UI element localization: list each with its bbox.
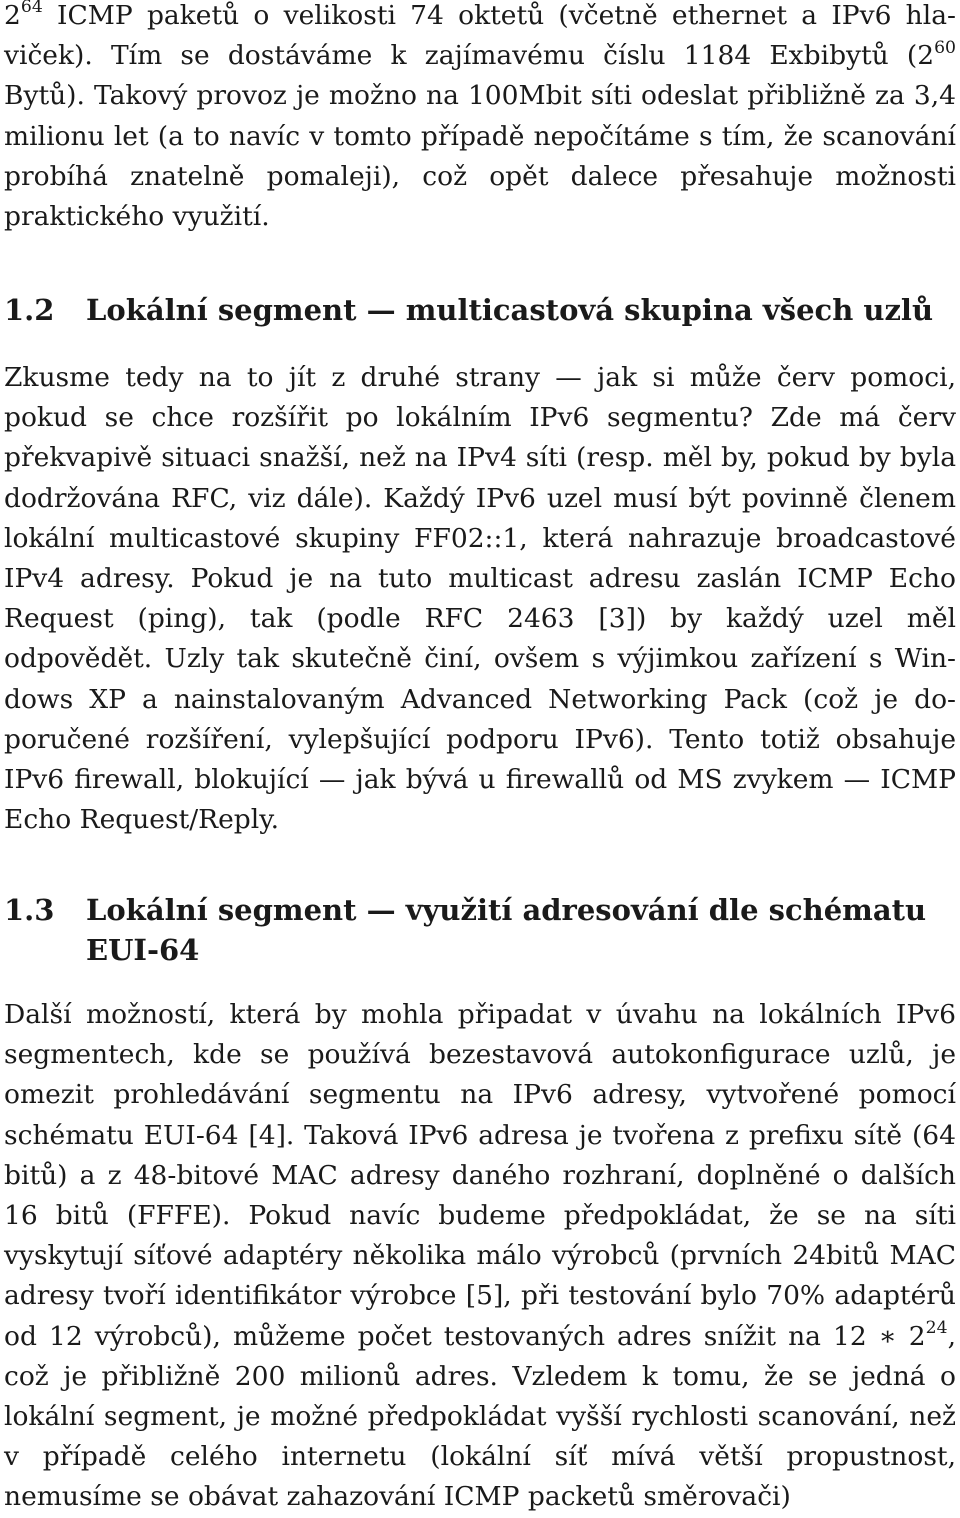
- intro-exponent-2: 60: [934, 37, 956, 58]
- section-1-2-paragraph: Zkusme tedy na to jít z druhé strany — jak si může červ pomoci, pokud se chce rozšířit po lokálním IPv6 segmentu? Zde má červ překvapivě situaci snažší, než na IPv4 síti (resp. měl by, pokud by byla dodržována RFC, viz dále). Každý IPv6 uzel musí být povinně členem lokální multicastové skupiny FF02::1, která nahrazuje broadcastové IPv4 adresy. Pokud je na tuto multicast adresu zaslán ICMP Echo Request (ping), tak (podle RFC 2463 [3]) by každý uzel měl odpovědět. Uzly tak skutečně činí, ovšem s výjimkou zařízení s Windows XP a nainstalovaným Advanced Networking Pack (což je doporučené rozšíření, vylepšující podporu IPv6). Tento totiž obsahuje IPv6 firewall, blokující — jak bývá u firewallů od MS zvykem — ICMP Echo Request/Reply.: [4, 362, 956, 836]
- section-title: Lokální segment — využití adresování dle schématu EUI-64: [86, 893, 927, 967]
- section-heading-1-3: [4, 890, 956, 970]
- section-title: Lokální segment — multicastová skupina všech uzlů: [86, 293, 934, 327]
- section-1-3-text-2: , což je přibližně 200 milionů adres. Vzledem k tomu, že se jedná o lokální segment, je možné předpokládat vyšší rychlosti scanování, než v případě celého internetu (lokální síť mívá větší propustnost, nemusíme se obávat zahazování ICMP packetů směrovači): [4, 1320, 956, 1513]
- intro-text-3: Bytů). Takový provoz je možno na 100Mbit síti odeslat přibližně za 3,4 milionu let (a to navíc v tomto případě nepočítáme s tím, že scanování probíhá znatelně pomaleji), což opět dalece přesahuje možnosti praktického využití.: [4, 80, 956, 233]
- intro-exponent-1: 64: [20, 0, 43, 18]
- section-1-3-text-1: Další možností, která by mohla připadat v úvahu na lokálních IPv6 segmentech, kde se používá bezestavová autokonfigurace uzlů, je omezit prohledávání segmentu na IPv6 adresy, vytvořené pomocí schématu EUI-64 [4]. Taková IPv6 adresa je tvořena z prefixu sítě (64 bitů) a z 48-bitové MAC adresy daného rozhraní, doplněné o dalších 16 bitů (FFFE). Pokud navíc budeme předpokládat, že se na síti vyskytují síťové adaptéry několika málo výrobců (prvních 24bitů MAC adresy tvoří identifikátor výrobce [5], při testování bylo 70% adaptérů od 12 výrobců), můžeme počet testovaných adres snížit na 12 ∗ 2: [4, 999, 956, 1352]
- intro-paragraph: [4, 0, 956, 237]
- section-number: 1.2: [4, 293, 55, 327]
- section-1-3-paragraph: [4, 995, 956, 1518]
- intro-text-2: ICMP paketů o velikosti 74 oktetů (včetně ethernet a IPv6 hlaviček). Tím se dostáváme k zajímavému číslu 1184 Exbibytů (2: [4, 0, 956, 72]
- section-number: 1.3: [4, 893, 55, 927]
- intro-text-1: 2: [4, 0, 21, 31]
- section-1-3-exponent: 24: [925, 1318, 948, 1339]
- section-heading-1-2: [4, 290, 956, 330]
